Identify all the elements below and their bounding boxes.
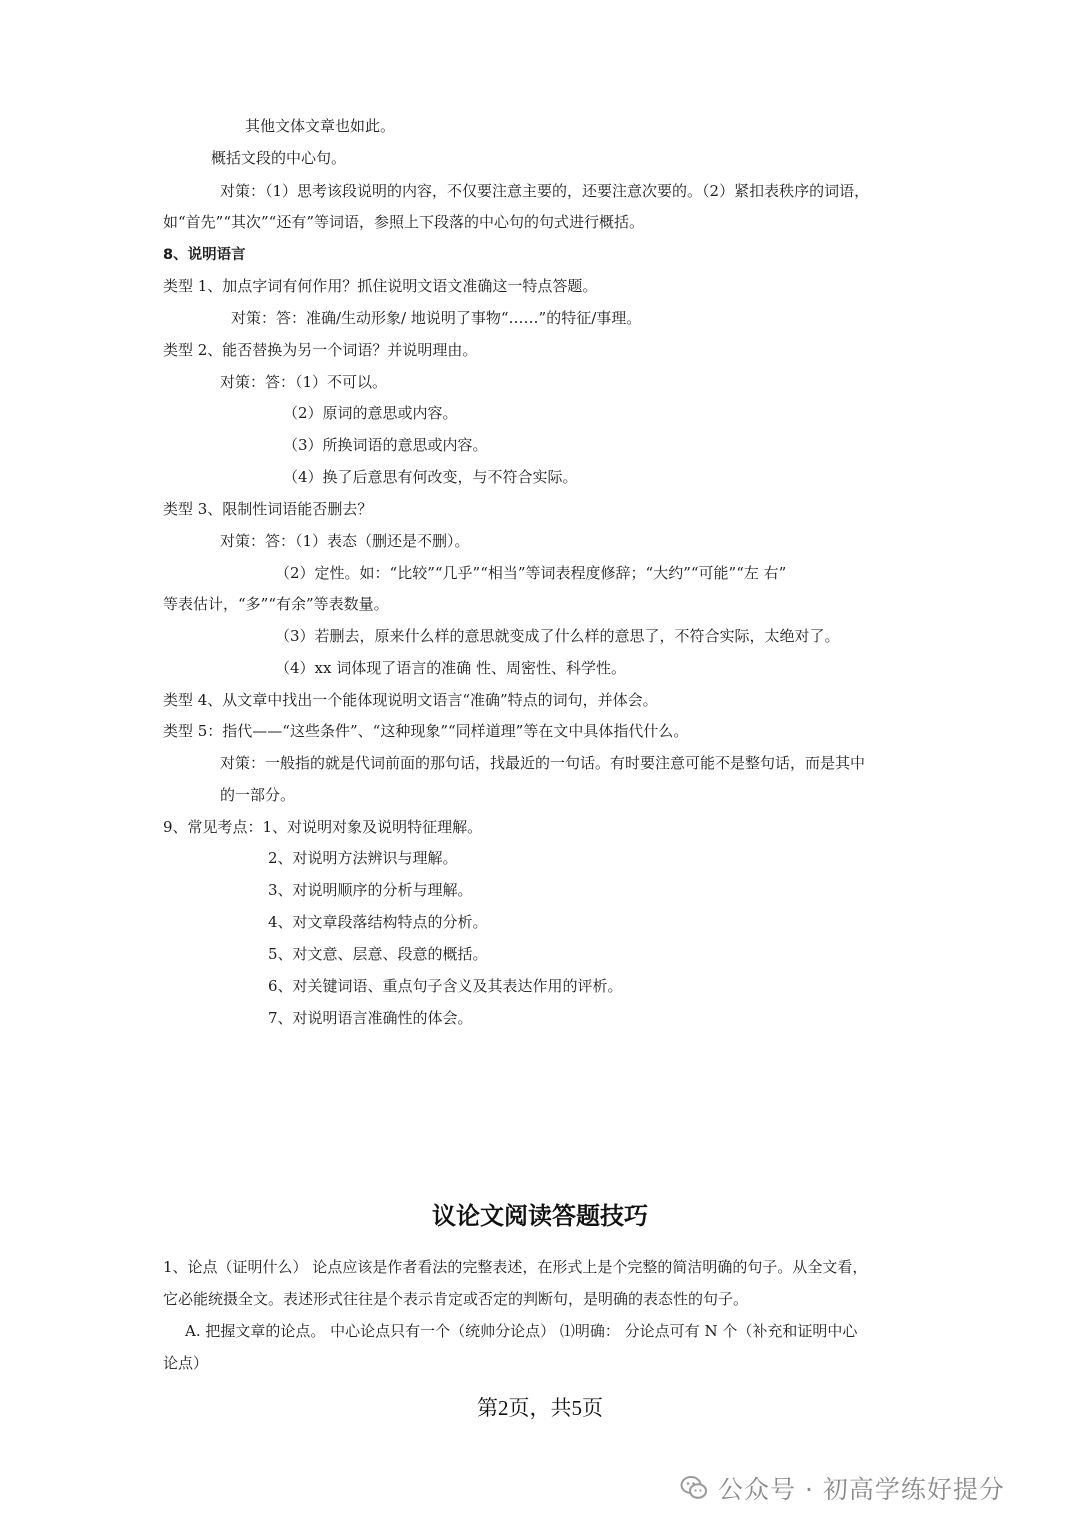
watermark <box>680 1468 1005 1508</box>
text-line: 类型 3、限制性词语能否删去？ <box>163 500 373 518</box>
text-line: 概括文段的中心句。 <box>211 149 347 167</box>
text-line: （3）若删去，原来什么样的意思就变成了什么样的意思了，不符合实际，太绝对了。 <box>275 627 840 645</box>
text-line: 论点） <box>163 1354 209 1372</box>
text-line: 它必能统摄全文。表述形式往往是个表示肯定或否定的判断句，是明确的表态性的句子。 <box>163 1290 749 1308</box>
text-line: 4、对文章段落结构特点的分析。 <box>268 913 488 931</box>
text-line: （2）定性。如：“比较”“几乎”“相当”等词表程度修辞；“大约”“可能”“左 右” <box>275 564 787 582</box>
text-line: 类型 4、从文章中找出一个能体现说明文语言“准确”特点的词句，并体会。 <box>163 691 658 709</box>
text-line: （2）原词的意思或内容。 <box>283 404 458 422</box>
text-line: （4）换了后意思有何改变，与不符合实际。 <box>283 468 578 486</box>
text-line: 对策：答：（1）不可以。 <box>220 373 388 391</box>
text-line: 2、对说明方法辨识与理解。 <box>268 849 458 867</box>
section-title: 议论文阅读答题技巧 <box>432 1202 648 1230</box>
text-line: 对策：答：准确/生动形象/ 地说明了事物“……”的特征/事理。 <box>231 309 642 327</box>
text-line: 类型 1、加点字词有何作用？抓住说明文语文准确这一特点答题。 <box>163 277 598 295</box>
page-number: 第2页，共5页 <box>477 1396 603 1420</box>
text-line: 对策：一般指的就是代词前面的那句话，找最近的一句话。有时要注意可能不是整句话，而是其中 <box>220 754 866 772</box>
text-line: A. 把握文章的论点。 中心论点只有一个（统帅分论点） ⑴明确： 分论点可有 N 个（补充和证明中心 <box>185 1322 858 1340</box>
text-line: 3、对说明顺序的分析与理解。 <box>268 881 473 899</box>
text-line: 类型 2、能否替换为另一个词语？并说明理由。 <box>163 341 478 359</box>
text-line: 1、论点（证明什么） 论点应该是作者看法的完整表述，在形式上是个完整的简洁明确的句子。从全文看， <box>163 1258 868 1276</box>
text-line: 7、对说明语言准确性的体会。 <box>268 1009 473 1027</box>
text-line: 如“首先”“其次”“还有”等词语，参照上下段落的中心句的句式进行概括。 <box>163 213 645 231</box>
text-line: 6、对关键词语、重点句子含义及其表达作用的评析。 <box>268 977 623 995</box>
text-line: 等表估计，“多”“有余”等表数量。 <box>163 595 389 613</box>
text-line: 对策：答：（1）表态（删还是不删）。 <box>220 532 470 550</box>
text-line: （3）所换词语的意思或内容。 <box>283 436 488 454</box>
watermark-text: 公众号 · 初高学练好提分 <box>718 1475 1005 1504</box>
text-line: 的一部分。 <box>220 786 296 804</box>
text-line: 其他文体文章也如此。 <box>245 117 396 135</box>
text-line: 9、常见考点：1、对说明对象及说明特征理解。 <box>163 818 483 836</box>
text-line: 类型 5：指代——“这些条件”、“这种现象”“同样道理”等在文中具体指代什么。 <box>163 722 689 740</box>
text-line: 5、对文意、层意、段意的概括。 <box>268 945 488 963</box>
text-line: 对策：（1）思考该段说明的内容，不仅要注意主要的，还要注意次要的。（2）紧扣表秩序的词语， <box>220 182 870 200</box>
wechat-icon <box>680 1474 708 1502</box>
section-heading: 8、说明语言 <box>163 247 246 263</box>
text-line: （4）xx 词体现了语言的准确 性、周密性、科学性。 <box>275 659 627 677</box>
